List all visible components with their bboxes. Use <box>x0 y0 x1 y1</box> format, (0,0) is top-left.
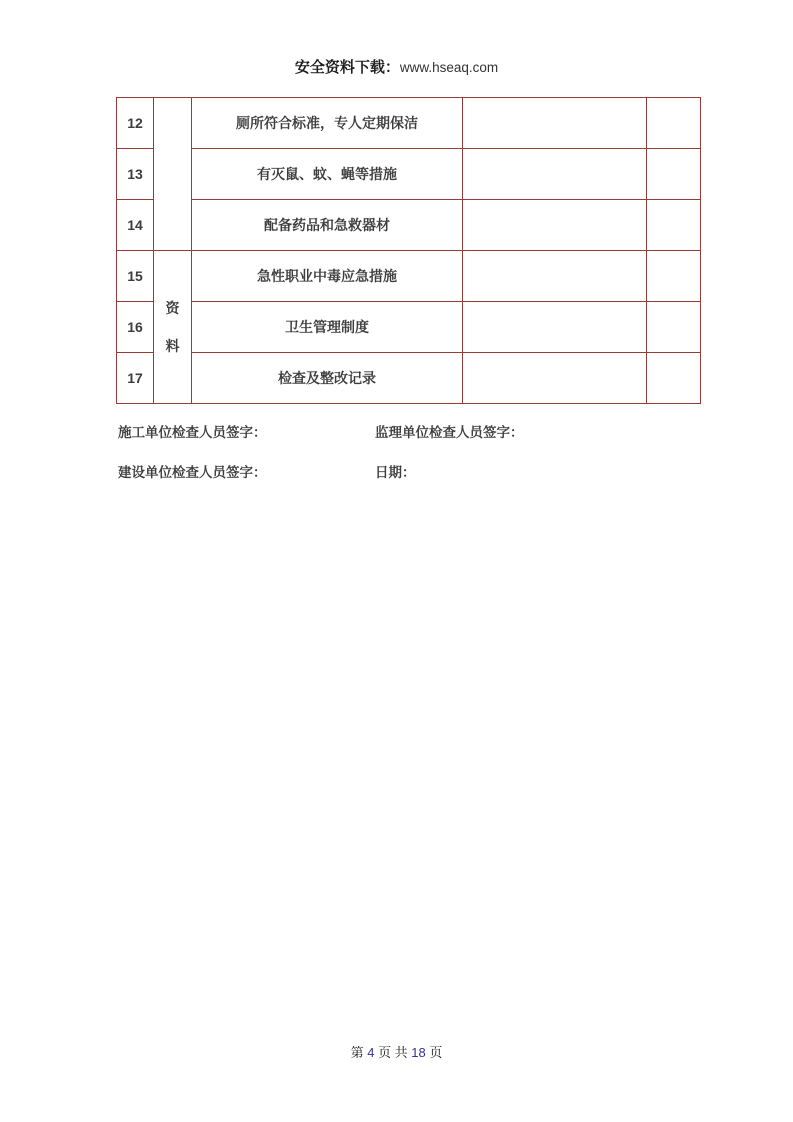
row-number-cell: 17 <box>117 353 154 404</box>
safety-download-label: 安全资料下载： <box>294 59 400 76</box>
table-row <box>117 353 701 404</box>
table-row <box>117 149 701 200</box>
remark-cell <box>647 353 701 404</box>
table-row <box>117 251 701 302</box>
item-description-cell: 有灭鼠、蚊、蝇等措施 <box>192 149 463 200</box>
site-url-text: www.hseaq.com <box>399 60 499 75</box>
total-page-number: 18 <box>411 1045 426 1060</box>
current-page-number: 4 <box>367 1045 375 1060</box>
row-number-cell: 15 <box>117 251 154 302</box>
remark-cell <box>647 200 701 251</box>
inspection-table <box>116 97 701 404</box>
owner-signature-label: 建设单位检查人员签字： <box>118 465 267 480</box>
item-description-cell: 卫生管理制度 <box>192 302 463 353</box>
remark-cell <box>647 149 701 200</box>
row-number-cell: 16 <box>117 302 154 353</box>
footer-text: 第 <box>350 1045 368 1060</box>
constructor-signature-label: 施工单位检查人员签字： <box>118 425 267 440</box>
check-result-cell <box>463 251 647 302</box>
table-row <box>117 200 701 251</box>
page-header <box>0 56 793 77</box>
item-description-cell: 配备药品和急救器材 <box>192 200 463 251</box>
item-description-cell: 厕所符合标准，专人定期保洁 <box>192 98 463 149</box>
row-number-cell: 13 <box>117 149 154 200</box>
item-description-cell: 检查及整改记录 <box>192 353 463 404</box>
check-result-cell <box>463 98 647 149</box>
check-result-cell <box>463 200 647 251</box>
item-description-cell: 急性职业中毒应急措施 <box>192 251 463 302</box>
category-cell-empty <box>154 98 192 251</box>
category-label-char: 资 <box>165 300 180 316</box>
footer-text: 页 <box>425 1045 443 1060</box>
page-footer <box>0 1042 793 1061</box>
date-label: 日期： <box>375 465 416 480</box>
check-result-cell <box>463 353 647 404</box>
row-number-cell: 12 <box>117 98 154 149</box>
table-row <box>117 302 701 353</box>
category-label-char: 料 <box>165 338 180 354</box>
check-result-cell <box>463 149 647 200</box>
check-result-cell <box>463 302 647 353</box>
remark-cell <box>647 302 701 353</box>
supervisor-signature-label: 监理单位检查人员签字： <box>375 425 524 440</box>
row-number-cell: 14 <box>117 200 154 251</box>
footer-text: 页 共 <box>374 1045 412 1060</box>
category-cell-ziliao <box>154 251 192 404</box>
table-row <box>117 98 701 149</box>
remark-cell <box>647 98 701 149</box>
remark-cell <box>647 251 701 302</box>
